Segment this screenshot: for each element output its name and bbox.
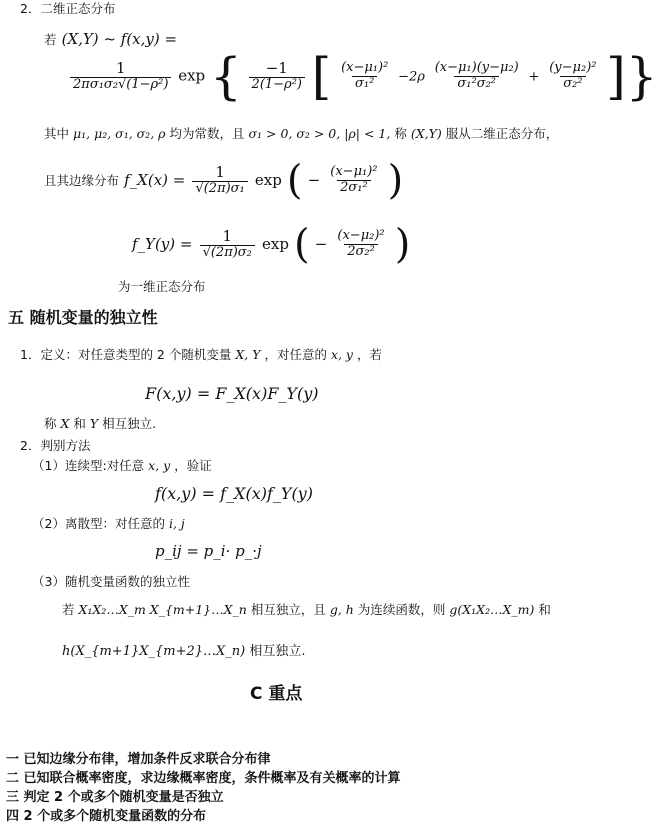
bivariate-definition-line xyxy=(44,31,177,47)
exp-label: exp xyxy=(178,66,206,85)
bivariate-heading: 2．二维正态分布 xyxy=(20,1,116,16)
judge-heading: 2．判别方法 xyxy=(20,438,91,453)
def-math-1: X, Y xyxy=(235,347,261,362)
params-line xyxy=(44,128,558,141)
def-math-2: x, y xyxy=(330,347,353,362)
if-label: 若 xyxy=(44,32,57,47)
continuous-formula: f(x,y) = f_X(x)f_Y(y) xyxy=(155,484,313,503)
continuous-line: （1）连续型:对任意 x, y ，验证 xyxy=(32,458,212,473)
fx-lhs: f_X(x) = xyxy=(124,171,186,190)
params-text-3: 称 xyxy=(394,126,407,141)
discrete-line: （2）离散型：对任意的 i, j xyxy=(32,516,185,531)
pdf-coefficient: $\frac{1}{\text{2πσ₁σ₂√(1−ρ²)}}$ xyxy=(70,60,171,93)
fy-coefficient: $\frac{1}{\text{√(2π)σ₂}}$ xyxy=(200,228,255,261)
marginal-note: 为一维正态分布 xyxy=(118,279,206,294)
fy-exp: exp xyxy=(261,235,289,254)
sectionC-title: C 重点 xyxy=(250,684,303,704)
fx-exp: exp xyxy=(254,171,282,190)
key-point-4: 四 2 个或多个随机变量函数的分布 xyxy=(6,809,207,824)
term1: $\frac{\text{(x−μ₁)²}}{\text{σ₁²}}$ xyxy=(341,60,389,92)
term3: $\frac{\text{(y−μ₂)²}}{\text{σ₂²}}$ xyxy=(549,60,597,92)
key-point-1: 一 已知边缘分布律，增加条件反求联合分布律 xyxy=(6,752,271,767)
params-text-4: 服从二维正态分布， xyxy=(445,126,559,141)
params-xy: (X,Y) xyxy=(410,126,442,141)
section5-title: 五 随机变量的独立性 xyxy=(8,308,158,327)
joint-pdf-formula: $\frac{1}{\text{2πσ₁σ₂√(1−ρ²)}}$ exp { $\frac{-1}{\text{2(1−ρ²)}}$ [ $\frac{\text{(x−μ₁)²}}{\text{σ₁²}}$ −2ρ $\frac{\text{(x−μ₁)(y−μ₂)}}{\text{σ₁²σ₂²}}$ + $\frac{\text{(y−μ₂)²}}{\text{σ₂²}}$ ]} xyxy=(68,60,658,93)
definition-formula: F(x,y) = F_X(x)F_Y(y) xyxy=(145,384,319,403)
fx-coefficient: $\frac{1}{\text{√(2π)σ₁}}$ xyxy=(192,164,247,197)
params-text-1: 其中 xyxy=(44,126,70,141)
function-line-1: 若 X₁X₂…X_m X_{m+1}…X_n 相互独立，且 g, h 为连续函数，则 g(X₁X₂…X_m) 和 xyxy=(62,602,551,617)
term2: $\frac{\text{(x−μ₁)(y−μ₂)}}{\text{σ₁²σ₂²}}$ xyxy=(434,60,519,92)
exp-factor: $\frac{-1}{\text{2(1−ρ²)}}$ xyxy=(249,60,305,93)
def-text-3: ，若 xyxy=(356,347,382,362)
def-text-2: ，对任意的 xyxy=(264,347,327,362)
fy-exponent: $\frac{\text{(x−μ₂)²}}{\text{2σ₂²}}$ xyxy=(337,228,385,260)
params-cond: σ₁ > 0, σ₂ > 0, |ρ| < 1, xyxy=(248,126,391,141)
marginal-fy-line: f_Y(y) = $\frac{1}{\text{√(2π)σ₂}}$ exp ( − $\frac{\text{(x−μ₂)²}}{\text{2σ₂²}}$ ) xyxy=(132,221,411,268)
fy-lhs: f_Y(y) = xyxy=(132,235,193,254)
discrete-formula: p_ij = p_i· p_·j xyxy=(155,542,262,560)
marginal-fx-line: 且其边缘分布 f_X(x) = $\frac{1}{\text{√(2π)σ₁}}$ exp ( − $\frac{\text{(x−μ₁)²}}{\text{2σ₁²}}$ ) xyxy=(44,157,404,204)
function-line-2: h(X_{m+1}X_{m+2}…X_n) 相互独立. xyxy=(62,644,306,659)
params-text-2: 均为常数，且 xyxy=(169,126,245,141)
def-text-1: 1．定义：对任意类型的 2 个随机变量 xyxy=(20,347,232,362)
term2-prefix: −2ρ xyxy=(398,69,425,85)
bivariate-dist-lhs: (X,Y) ~ f(x,y) = xyxy=(61,30,178,48)
key-point-3: 三 判定 2 个或多个随机变量是否独立 xyxy=(6,790,224,805)
params-math: μ₁, μ₂, σ₁, σ₂, ρ xyxy=(73,126,166,141)
definition-line xyxy=(20,349,382,362)
marginal-label: 且其边缘分布 xyxy=(44,173,120,189)
key-point-2: 二 已知联合概率密度，求边缘概率密度，条件概率及有关概率的计算 xyxy=(6,771,401,786)
fx-exponent: $\frac{\text{(x−μ₁)²}}{\text{2σ₁²}}$ xyxy=(330,164,378,196)
definition-conclusion: 称 X 和 Y 相互独立. xyxy=(44,416,157,431)
function-heading: （3）随机变量函数的独立性 xyxy=(32,574,190,589)
